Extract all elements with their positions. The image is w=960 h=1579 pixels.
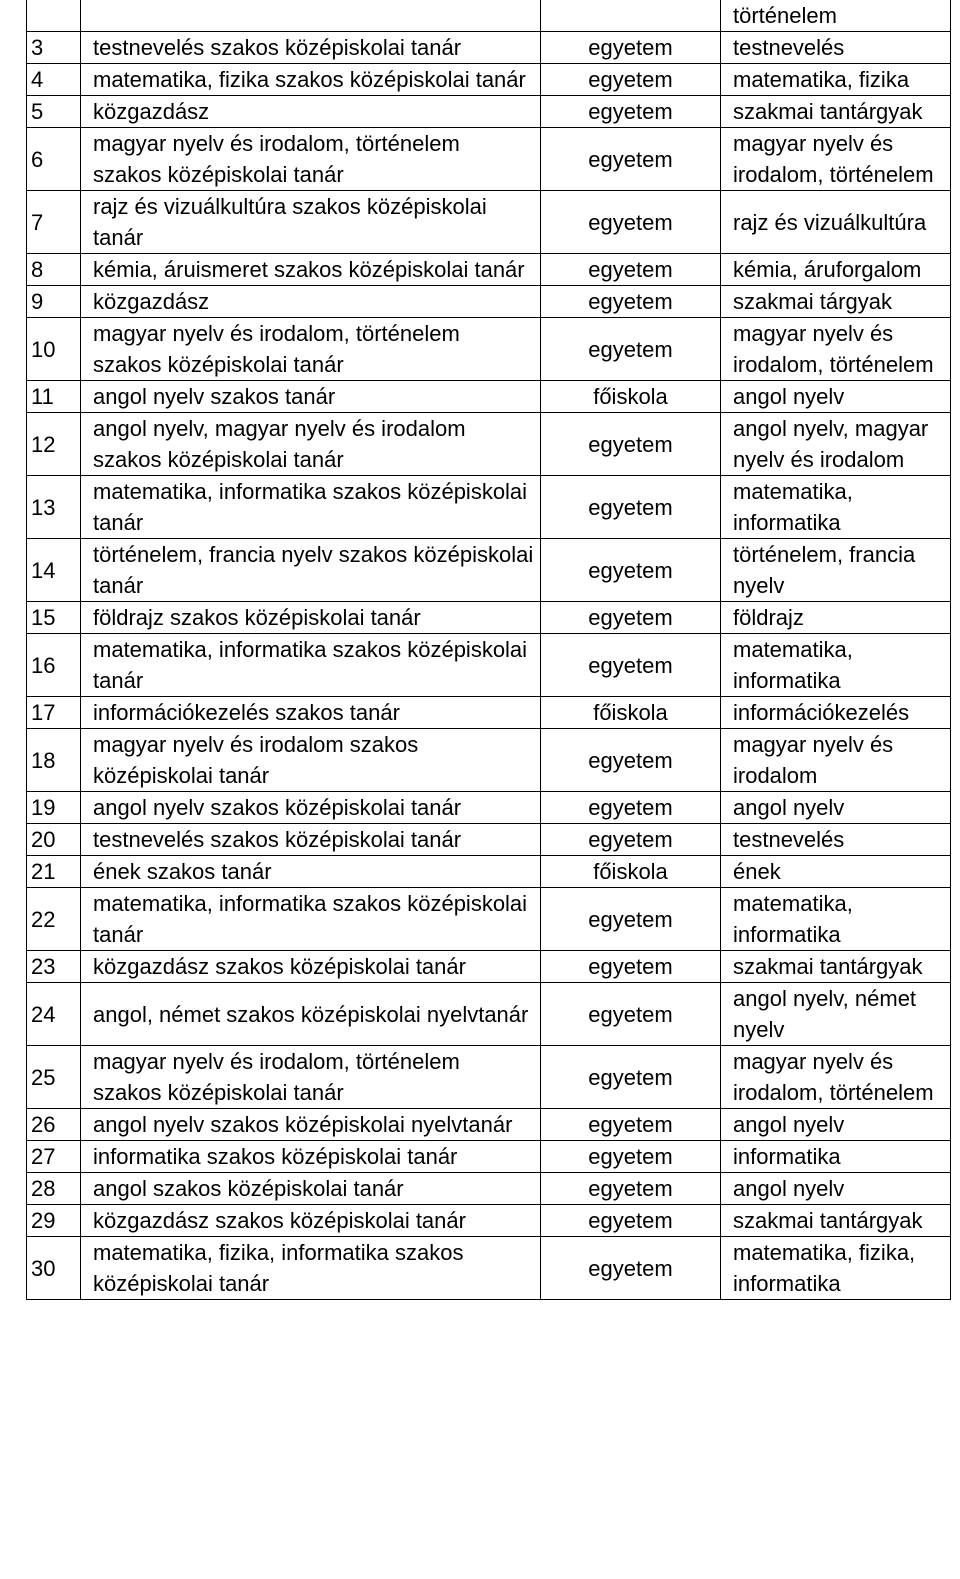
level-cell: egyetem (541, 1205, 721, 1237)
level-cell: egyetem (541, 983, 721, 1046)
level-cell: egyetem (541, 729, 721, 792)
row-number: 6 (27, 128, 81, 191)
subject-cell: matematika, fizika (721, 64, 951, 96)
subject-cell: testnevelés (721, 32, 951, 64)
qualification-cell: információkezelés szakos tanár (81, 697, 541, 729)
subject-cell: angol nyelv (721, 792, 951, 824)
row-number: 11 (27, 381, 81, 413)
level-cell: egyetem (541, 413, 721, 476)
qualification-cell: ének szakos tanár (81, 856, 541, 888)
qualification-cell: matematika, informatika szakos középiskolai tanár (81, 476, 541, 539)
qualification-cell: történelem, francia nyelv szakos középiskolai tanár (81, 539, 541, 602)
qualification-cell: angol, német szakos középiskolai nyelvtanár (81, 983, 541, 1046)
subject-cell: magyar nyelv és irodalom, történelem (721, 1046, 951, 1109)
table-row (27, 888, 951, 951)
qualification-cell: magyar nyelv és irodalom, történelem szakos középiskolai tanár (81, 318, 541, 381)
table-row (27, 64, 951, 96)
subject-cell: angol nyelv (721, 381, 951, 413)
row-number: 10 (27, 318, 81, 381)
level-cell: egyetem (541, 318, 721, 381)
staff-table-body (27, 0, 951, 1300)
level-cell: egyetem (541, 128, 721, 191)
subject-cell: angol nyelv, német nyelv (721, 983, 951, 1046)
staff-table (26, 0, 951, 1300)
qualification-cell: magyar nyelv és irodalom szakos középiskolai tanár (81, 729, 541, 792)
row-number: 19 (27, 792, 81, 824)
qualification-cell: közgazdász szakos középiskolai tanár (81, 951, 541, 983)
table-row (27, 0, 951, 32)
subject-cell: magyar nyelv és irodalom, történelem (721, 318, 951, 381)
table-row (27, 951, 951, 983)
table-row (27, 1237, 951, 1300)
row-number: 3 (27, 32, 81, 64)
subject-cell: szakmai tárgyak (721, 286, 951, 318)
level-cell: egyetem (541, 1173, 721, 1205)
subject-cell: rajz és vizuálkultúra (721, 191, 951, 254)
table-row (27, 697, 951, 729)
level-cell: egyetem (541, 96, 721, 128)
table-row (27, 1141, 951, 1173)
table-row (27, 1173, 951, 1205)
qualification-cell: testnevelés szakos középiskolai tanár (81, 824, 541, 856)
row-number: 15 (27, 602, 81, 634)
table-row (27, 96, 951, 128)
row-number: 20 (27, 824, 81, 856)
level-cell: főiskola (541, 697, 721, 729)
level-cell: egyetem (541, 1141, 721, 1173)
subject-cell: matematika, informatika (721, 634, 951, 697)
level-cell (541, 0, 721, 32)
level-cell: egyetem (541, 64, 721, 96)
row-number (27, 0, 81, 32)
subject-cell: szakmai tantárgyak (721, 96, 951, 128)
table-row (27, 1046, 951, 1109)
subject-cell: történelem, francia nyelv (721, 539, 951, 602)
table-row (27, 729, 951, 792)
row-number: 25 (27, 1046, 81, 1109)
table-row (27, 824, 951, 856)
level-cell: egyetem (541, 1046, 721, 1109)
qualification-cell: angol nyelv szakos középiskolai tanár (81, 792, 541, 824)
row-number: 14 (27, 539, 81, 602)
qualification-cell: matematika, fizika, informatika szakos középiskolai tanár (81, 1237, 541, 1300)
level-cell: főiskola (541, 381, 721, 413)
subject-cell: angol nyelv (721, 1109, 951, 1141)
table-row (27, 476, 951, 539)
qualification-cell: matematika, informatika szakos középiskolai tanár (81, 634, 541, 697)
qualification-cell: rajz és vizuálkultúra szakos középiskolai tanár (81, 191, 541, 254)
qualification-cell: magyar nyelv és irodalom, történelem szakos középiskolai tanár (81, 1046, 541, 1109)
subject-cell: matematika, informatika (721, 888, 951, 951)
table-row (27, 983, 951, 1046)
level-cell: egyetem (541, 951, 721, 983)
qualification-cell: földrajz szakos középiskolai tanár (81, 602, 541, 634)
row-number: 30 (27, 1237, 81, 1300)
table-row (27, 413, 951, 476)
level-cell: egyetem (541, 1109, 721, 1141)
level-cell: egyetem (541, 602, 721, 634)
row-number: 16 (27, 634, 81, 697)
row-number: 23 (27, 951, 81, 983)
table-row (27, 602, 951, 634)
table-row (27, 856, 951, 888)
level-cell: egyetem (541, 824, 721, 856)
level-cell: egyetem (541, 191, 721, 254)
qualification-cell: közgazdász (81, 96, 541, 128)
qualification-cell: testnevelés szakos középiskolai tanár (81, 32, 541, 64)
row-number: 28 (27, 1173, 81, 1205)
qualification-cell: kémia, áruismeret szakos középiskolai tanár (81, 254, 541, 286)
qualification-cell: angol szakos középiskolai tanár (81, 1173, 541, 1205)
table-row (27, 1109, 951, 1141)
row-number: 27 (27, 1141, 81, 1173)
table-row (27, 254, 951, 286)
subject-cell: szakmai tantárgyak (721, 1205, 951, 1237)
qualification-cell: matematika, informatika szakos középiskolai tanár (81, 888, 541, 951)
level-cell: egyetem (541, 792, 721, 824)
row-number: 21 (27, 856, 81, 888)
row-number: 18 (27, 729, 81, 792)
subject-cell: szakmai tantárgyak (721, 951, 951, 983)
level-cell: egyetem (541, 888, 721, 951)
row-number: 24 (27, 983, 81, 1046)
level-cell: egyetem (541, 634, 721, 697)
row-number: 22 (27, 888, 81, 951)
row-number: 13 (27, 476, 81, 539)
row-number: 7 (27, 191, 81, 254)
row-number: 8 (27, 254, 81, 286)
level-cell: egyetem (541, 1237, 721, 1300)
subject-cell: informatika (721, 1141, 951, 1173)
qualification-cell: angol nyelv szakos tanár (81, 381, 541, 413)
subject-cell: magyar nyelv és irodalom, történelem (721, 128, 951, 191)
subject-cell: kémia, áruforgalom (721, 254, 951, 286)
subject-cell: ének (721, 856, 951, 888)
row-number: 9 (27, 286, 81, 318)
level-cell: főiskola (541, 856, 721, 888)
row-number: 17 (27, 697, 81, 729)
qualification-cell (81, 0, 541, 32)
row-number: 26 (27, 1109, 81, 1141)
subject-cell: magyar nyelv és irodalom (721, 729, 951, 792)
qualification-cell: angol nyelv szakos középiskolai nyelvtanár (81, 1109, 541, 1141)
level-cell: egyetem (541, 539, 721, 602)
table-row (27, 286, 951, 318)
qualification-cell: angol nyelv, magyar nyelv és irodalom szakos középiskolai tanár (81, 413, 541, 476)
qualification-cell: közgazdász szakos középiskolai tanár (81, 1205, 541, 1237)
table-row (27, 792, 951, 824)
subject-cell: angol nyelv, magyar nyelv és irodalom (721, 413, 951, 476)
table-row (27, 539, 951, 602)
table-row (27, 32, 951, 64)
row-number: 5 (27, 96, 81, 128)
subject-cell: matematika, fizika, informatika (721, 1237, 951, 1300)
qualification-cell: matematika, fizika szakos középiskolai tanár (81, 64, 541, 96)
table-row (27, 381, 951, 413)
row-number: 29 (27, 1205, 81, 1237)
subject-cell: matematika, informatika (721, 476, 951, 539)
table-row (27, 191, 951, 254)
qualification-cell: informatika szakos középiskolai tanár (81, 1141, 541, 1173)
qualification-cell: magyar nyelv és irodalom, történelem szakos középiskolai tanár (81, 128, 541, 191)
table-row (27, 318, 951, 381)
table-row (27, 128, 951, 191)
subject-cell: földrajz (721, 602, 951, 634)
level-cell: egyetem (541, 254, 721, 286)
row-number: 12 (27, 413, 81, 476)
level-cell: egyetem (541, 286, 721, 318)
level-cell: egyetem (541, 32, 721, 64)
subject-cell: történelem (721, 0, 951, 32)
subject-cell: testnevelés (721, 824, 951, 856)
row-number: 4 (27, 64, 81, 96)
subject-cell: információkezelés (721, 697, 951, 729)
qualification-cell: közgazdász (81, 286, 541, 318)
table-row (27, 634, 951, 697)
subject-cell: angol nyelv (721, 1173, 951, 1205)
table-row (27, 1205, 951, 1237)
level-cell: egyetem (541, 476, 721, 539)
